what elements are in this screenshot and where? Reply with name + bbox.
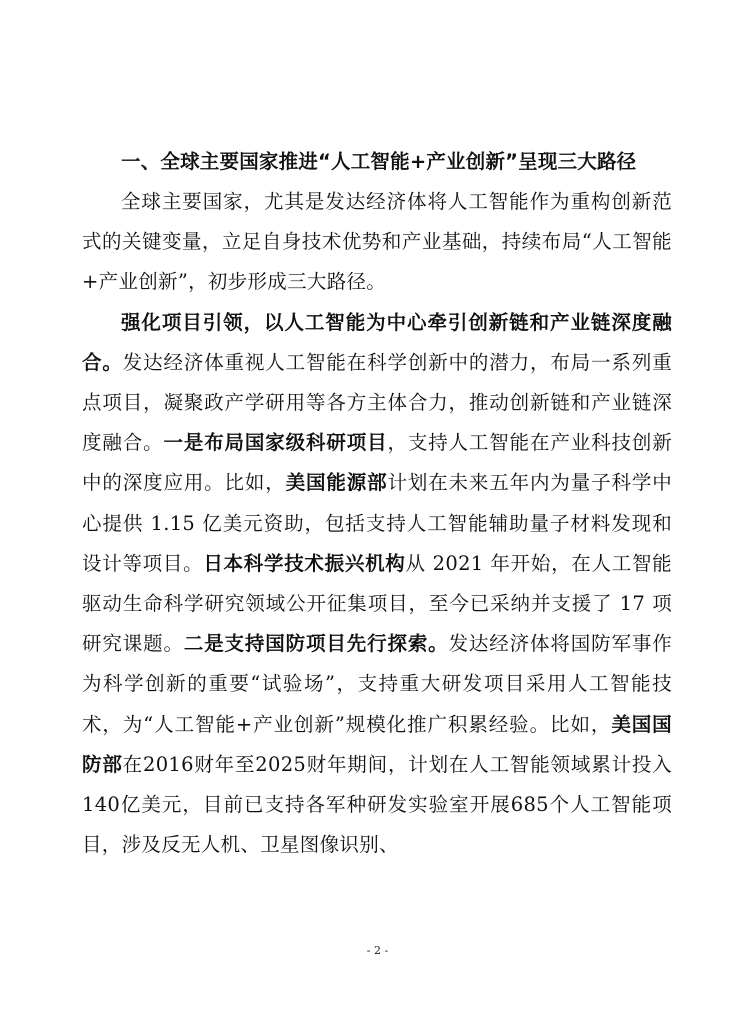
paragraph-text: 发达经济体将国防军事作为科学创新的重要“试验场”，支持重大研发项目采用人工智能技术，为“人工智能+产业创新”规模化推广积累经验。比如， [82,632,672,736]
paragraph-text: 从 2021 年开始，在人工智能驱动生命科学研究领域公开征集项目，至今已采纳并支援了 17 项研究课题。 [82,551,672,656]
paragraph-text: ，支持人工智能在产业科技创新中的深度应用。比如， [82,431,672,495]
section-heading: 一、全球主要国家推进“人工智能+产业创新”呈现三大路径 [121,150,637,173]
paragraph-lead: 强化项目引领，以人工智能为中心牵引创新链和产业链深度融合。 [82,310,672,374]
org-us-doe: 美国能源部 [285,471,388,495]
paragraph-text: 在2016财年至2025财年期间，计划在人工智能领域累计投入140亿美元，目前已支持各军种研发实验室开展685个人工智能项目，涉及反无人机、卫星图像识别、 [82,752,672,857]
org-us-dod: 美国国防部 [82,712,672,776]
intro-paragraph: 全球主要国家，尤其是发达经济体将人工智能作为重构创新范式的关键变量，立足自身技术优势和产业基础，持续布局“人工智能+产业创新”，初步形成三大路径。 [82,190,672,294]
point-two-heading: 二是支持国防项目先行探索。 [183,632,449,656]
page-number: - 2 - [366,944,389,957]
paragraph-text: 发达经济体重视人工智能在科学创新中的潜力，布局一系列重点项目，凝聚政产学研用等各方主体合力，推动创新链和产业链深度融合。 [82,350,672,455]
document-body [82,142,672,865]
org-jst: 日本科学技术振兴机构 [203,551,406,575]
project-paragraph [82,303,672,866]
point-one-heading: 一是布局国家级科研项目 [163,431,388,455]
paragraph-text: 计划在未来五年内为量子科学中心提供 1.15 亿美元资助，包括支持人工智能辅助量子材料发现和设计等项目。 [82,471,672,575]
